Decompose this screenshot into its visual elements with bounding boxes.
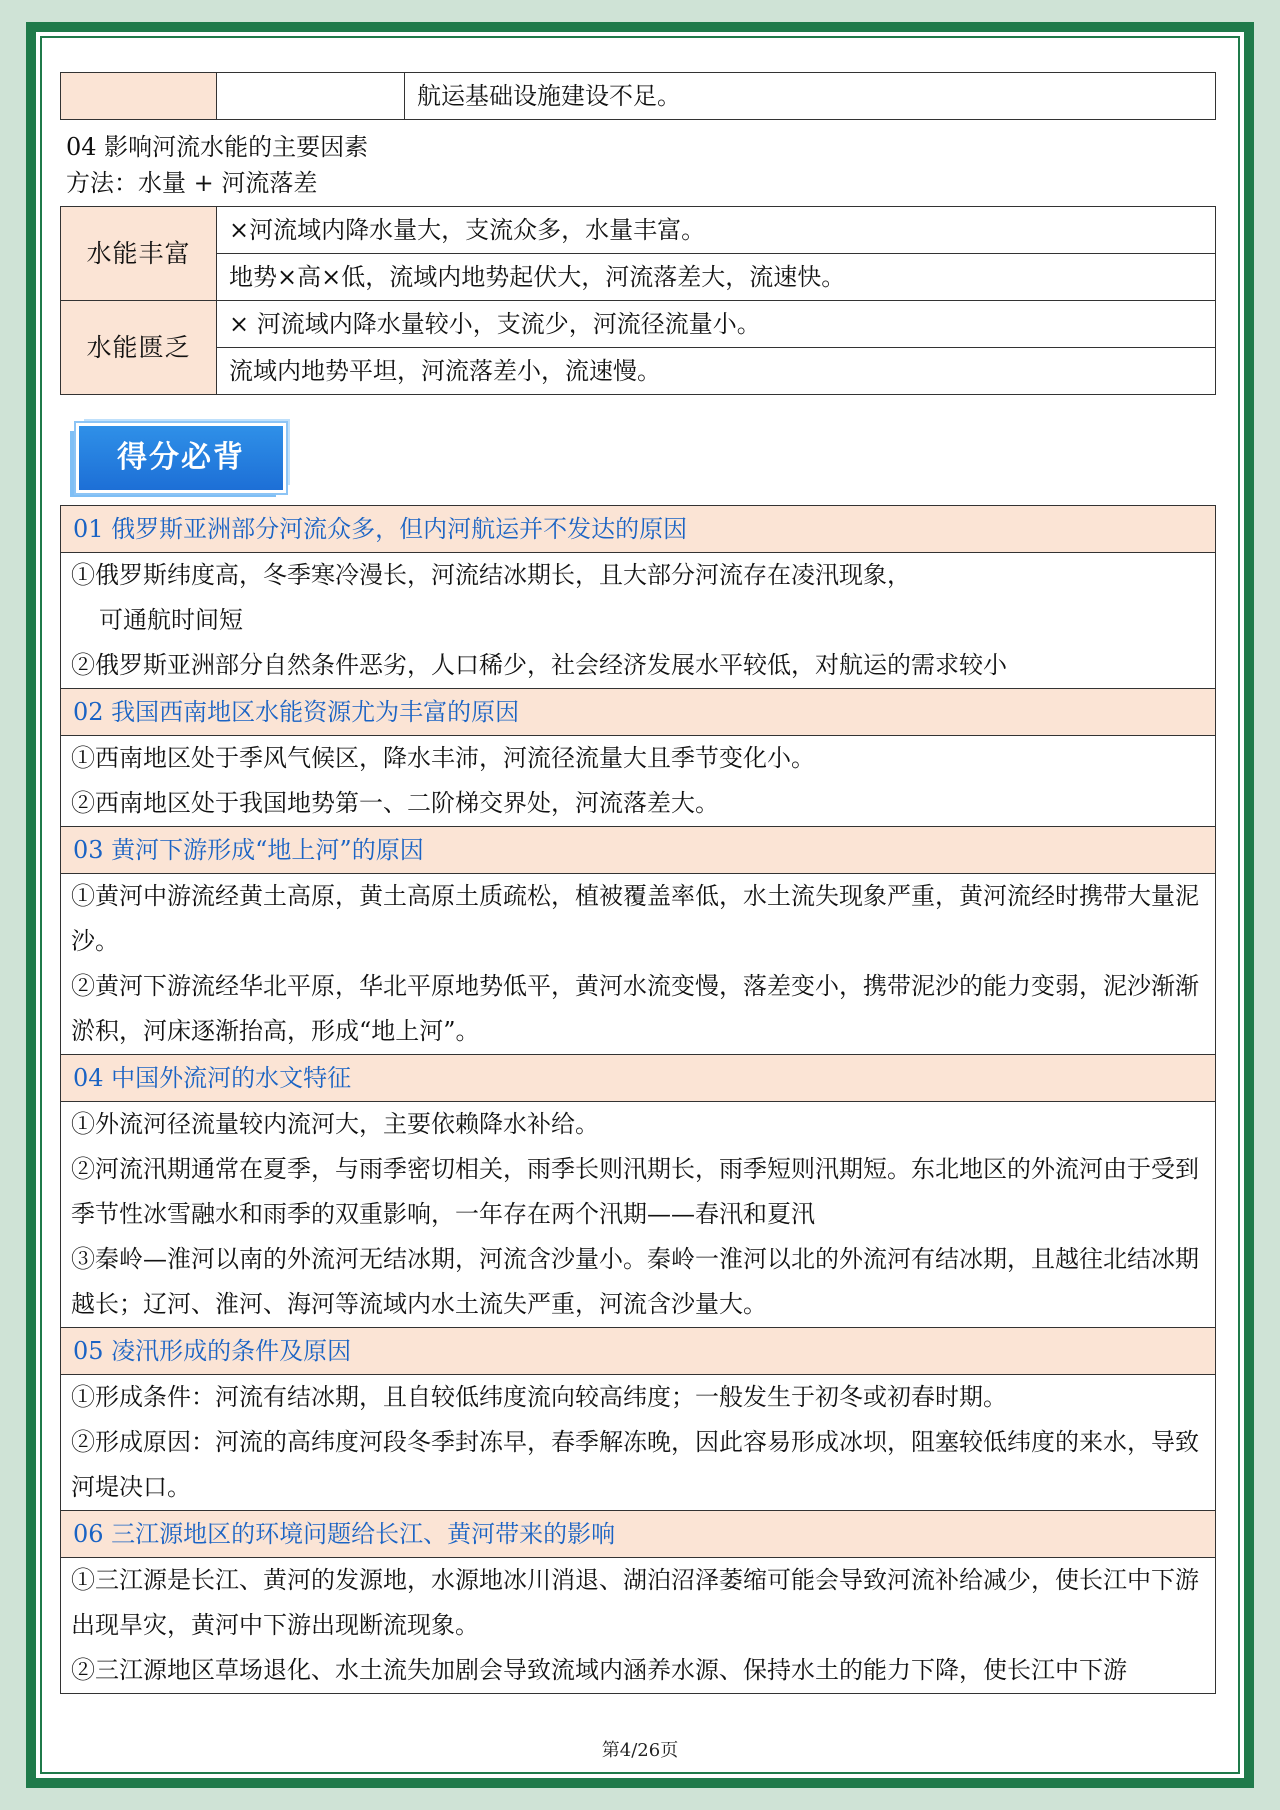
table-row	[61, 1558, 1216, 1694]
page-content	[60, 72, 1216, 1694]
badge-container	[60, 395, 1216, 505]
table-row	[61, 874, 1216, 1055]
table-row	[61, 73, 1216, 120]
answer-cell	[61, 1102, 1216, 1328]
table-row	[61, 1102, 1216, 1328]
table-row	[61, 1511, 1216, 1558]
continued-table	[60, 72, 1216, 120]
question-heading: 01 俄罗斯亚洲部分河流众多，但内河航运并不发达的原因	[61, 506, 1216, 553]
table-cell: 航运基础设施建设不足。	[405, 73, 1216, 120]
table-cell: 流域内地势平坦，河流落差小，流速慢。	[217, 348, 1216, 395]
table-row	[61, 689, 1216, 736]
answer-line: ①三江源是长江、黄河的发源地，水源地冰川消退、湖泊沼泽萎缩可能会导致河流补给减少，使长江中下游出现旱灾，黄河中下游出现断流现象。	[71, 1566, 1199, 1639]
answer-line: ①西南地区处于季风气候区，降水丰沛，河流径流量大且季节变化小。	[71, 744, 815, 772]
answer-cell	[61, 1558, 1216, 1694]
answer-line: ①形成条件：河流有结冰期，且自较低纬度流向较高纬度；一般发生于初冬或初春时期。	[71, 1383, 1007, 1411]
table-row	[61, 254, 1216, 301]
answer-line: ②河流汛期通常在夏季，与雨季密切相关，雨季长则汛期长，雨季短则汛期短。东北地区的外流河由于受到季节性冰雪融水和雨季的双重影响，一年存在两个汛期——春汛和夏汛	[71, 1155, 1199, 1228]
question-heading: 03 黄河下游形成“地上河”的原因	[61, 827, 1216, 874]
answer-line: ②形成原因：河流的高纬度河段冬季封冻早，春季解冻晚，因此容易形成冰坝，阻塞较低纬度的来水，导致河堤决口。	[71, 1428, 1199, 1501]
page-number: 第4/26页	[601, 1740, 679, 1761]
score-must-memorize-badge: 得分必背	[76, 423, 286, 493]
answer-cell	[61, 874, 1216, 1055]
answer-line: ①俄罗斯纬度高，冬季寒冷漫长，河流结冰期长，且大部分河流存在凌汛现象，	[71, 561, 911, 589]
table-row	[61, 207, 1216, 254]
answer-cell	[61, 736, 1216, 827]
table-row	[61, 1055, 1216, 1102]
table-cell	[61, 73, 217, 120]
question-heading: 02 我国西南地区水能资源尤为丰富的原因	[61, 689, 1216, 736]
table-cell: ×河流域内降水量大，支流众多，水量丰富。	[217, 207, 1216, 254]
question-heading: 04 中国外流河的水文特征	[61, 1055, 1216, 1102]
row-label: 水能丰富	[61, 207, 217, 301]
answer-line: ①外流河径流量较内流河大，主要依赖降水补给。	[71, 1110, 599, 1138]
method-line: 方法：水量 + 河流落差	[66, 169, 318, 197]
answer-line: ③秦岭—淮河以南的外流河无结冰期，河流含沙量小。秦岭一淮河以北的外流河有结冰期，且越往北结冰期越长；辽河、淮河、海河等流域内水土流失严重，河流含沙量大。	[71, 1245, 1199, 1318]
table-cell: × 河流域内降水量较小，支流少，河流径流量小。	[217, 301, 1216, 348]
table-cell: 地势×高×低，流域内地势起伏大，河流落差大，流速快。	[217, 254, 1216, 301]
answer-line: ①黄河中游流经黄土高原，黄土高原土质疏松，植被覆盖率低，水土流失现象严重，黄河流经时携带大量泥沙。	[71, 882, 1199, 955]
table-cell	[217, 73, 405, 120]
answer-cell	[61, 553, 1216, 689]
answer-cell	[61, 1375, 1216, 1511]
table-row	[61, 506, 1216, 553]
table-row	[61, 301, 1216, 348]
table-row	[61, 1375, 1216, 1511]
answer-line: ②黄河下游流经华北平原，华北平原地势低平，黄河水流变慢，落差变小，携带泥沙的能力变弱，泥沙渐渐淤积，河床逐渐抬高，形成“地上河”。	[71, 972, 1199, 1045]
row-label: 水能匮乏	[61, 301, 217, 395]
table-row	[61, 553, 1216, 689]
answer-line: 可通航时间短	[99, 606, 243, 634]
table-row	[61, 827, 1216, 874]
key-points-table	[60, 505, 1216, 1694]
table-row	[61, 348, 1216, 395]
question-heading: 06 三江源地区的环境问题给长江、黄河带来的影响	[61, 1511, 1216, 1558]
table-row	[61, 1328, 1216, 1375]
section-title: 04 影响河流水能的主要因素	[66, 133, 369, 161]
water-energy-table	[60, 206, 1216, 395]
answer-line: ②三江源地区草场退化、水土流失加剧会导致流域内涵养水源、保持水土的能力下降，使长江中下游	[71, 1656, 1127, 1684]
question-heading: 05 凌汛形成的条件及原因	[61, 1328, 1216, 1375]
answer-line: ②西南地区处于我国地势第一、二阶梯交界处，河流落差大。	[71, 789, 719, 817]
table-row	[61, 736, 1216, 827]
answer-line: ②俄罗斯亚洲部分自然条件恶劣，人口稀少，社会经济发展水平较低，对航运的需求较小	[71, 651, 1007, 679]
